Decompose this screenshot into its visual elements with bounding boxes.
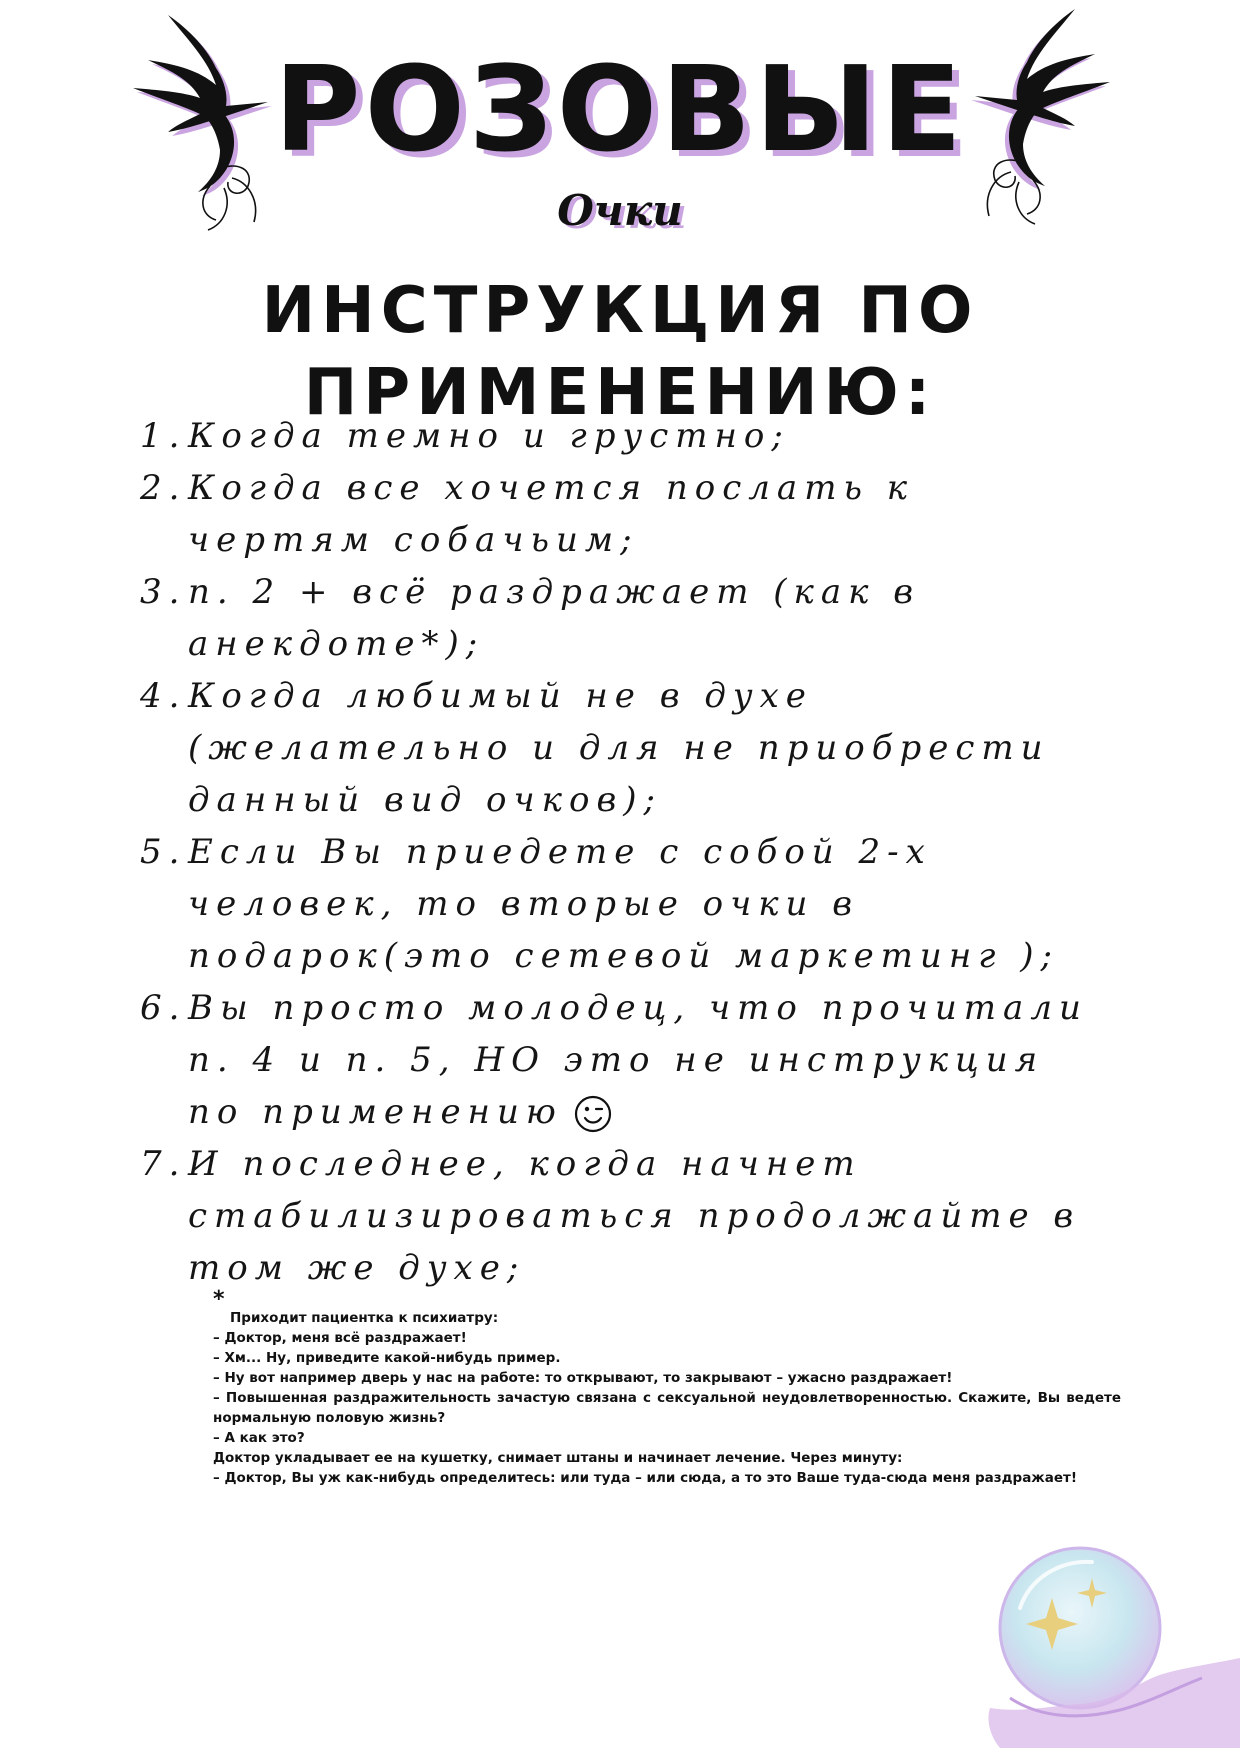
list-item — [140, 566, 1100, 670]
list-item — [140, 826, 1100, 982]
list-item-text: Когда любимый не в духе (желательно и для не приобрести данный вид очков); — [188, 676, 1050, 820]
footnote-line: Приходит пациентка к психиатру: — [230, 1310, 499, 1326]
list-item-text: И последнее, когда начнет стабилизироваться продолжайте в том же духе; — [188, 1144, 1081, 1288]
footnote-line: Доктор укладывает ее на кушетку, снимает штаны и начинает лечение. Через минуту: — [213, 1450, 903, 1466]
heading-line-2: ПРИМЕНЕНИЮ: — [303, 356, 937, 430]
list-item-text: Когда темно и грустно; — [188, 416, 790, 456]
list-item-number: 6. — [140, 988, 187, 1028]
footnote-line: – Повышенная раздражительность зачастую связана с сексуальной неудовлетворенностью. Скажите, Вы ведете нормальную половую жизнь? — [213, 1390, 1121, 1426]
list-item-number: 1. — [140, 416, 187, 456]
list-item — [140, 462, 1100, 566]
footnote-line: – Доктор, Вы уж как-нибудь определитесь: или туда – или сюда, а то это Ваше туда-сюда меня раздражает! — [213, 1470, 1077, 1486]
list-item-number: 3. — [140, 572, 187, 612]
winking-smiley-icon — [573, 1094, 613, 1134]
list-item-number: 4. — [140, 676, 187, 716]
footnote-line: – Хм... Ну, приведите какой-нибудь пример. — [213, 1350, 561, 1366]
list-item-number: 5. — [140, 832, 187, 872]
page-subtitle: Очки — [557, 186, 683, 235]
footnote-line: – Доктор, меня всё раздражает! — [213, 1330, 467, 1346]
footnote-asterisk: * — [213, 1287, 225, 1312]
list-item-number: 7. — [140, 1144, 187, 1184]
list-item — [140, 1138, 1100, 1294]
list-item — [140, 670, 1100, 826]
heading-line-1: ИНСТРУКЦИЯ ПО — [261, 274, 979, 348]
list-item-text-wrap — [188, 982, 1100, 1138]
footnote-line: – А как это? — [213, 1430, 305, 1446]
list-item-text: Если Вы приедете с собой 2-х человек, то вторые очки в подарок(это сетевой маркетинг ); — [188, 832, 1059, 976]
list-item-text: п. 2 + всё раздражает (как в анекдоте*); — [188, 572, 920, 664]
list-item-number: 2. — [140, 468, 187, 508]
footnote-line: – Ну вот например дверь у нас на работе: то открывают, то закрывают – ужасно раздражает! — [213, 1370, 953, 1386]
page-title: РОЗОВЫЕ — [274, 40, 966, 178]
footnote-joke — [213, 1287, 1121, 1488]
crystal-ball-icon — [980, 1538, 1240, 1748]
list-item-text: Вы просто молодец, что прочитали п. 4 и п. 5, НО это не инструкция по применению — [188, 988, 1088, 1132]
list-item — [140, 982, 1100, 1138]
list-item — [140, 410, 1100, 462]
list-item-text: Когда все хочется послать к чертям собачьим; — [188, 468, 915, 560]
instructions-list — [140, 410, 1100, 1294]
